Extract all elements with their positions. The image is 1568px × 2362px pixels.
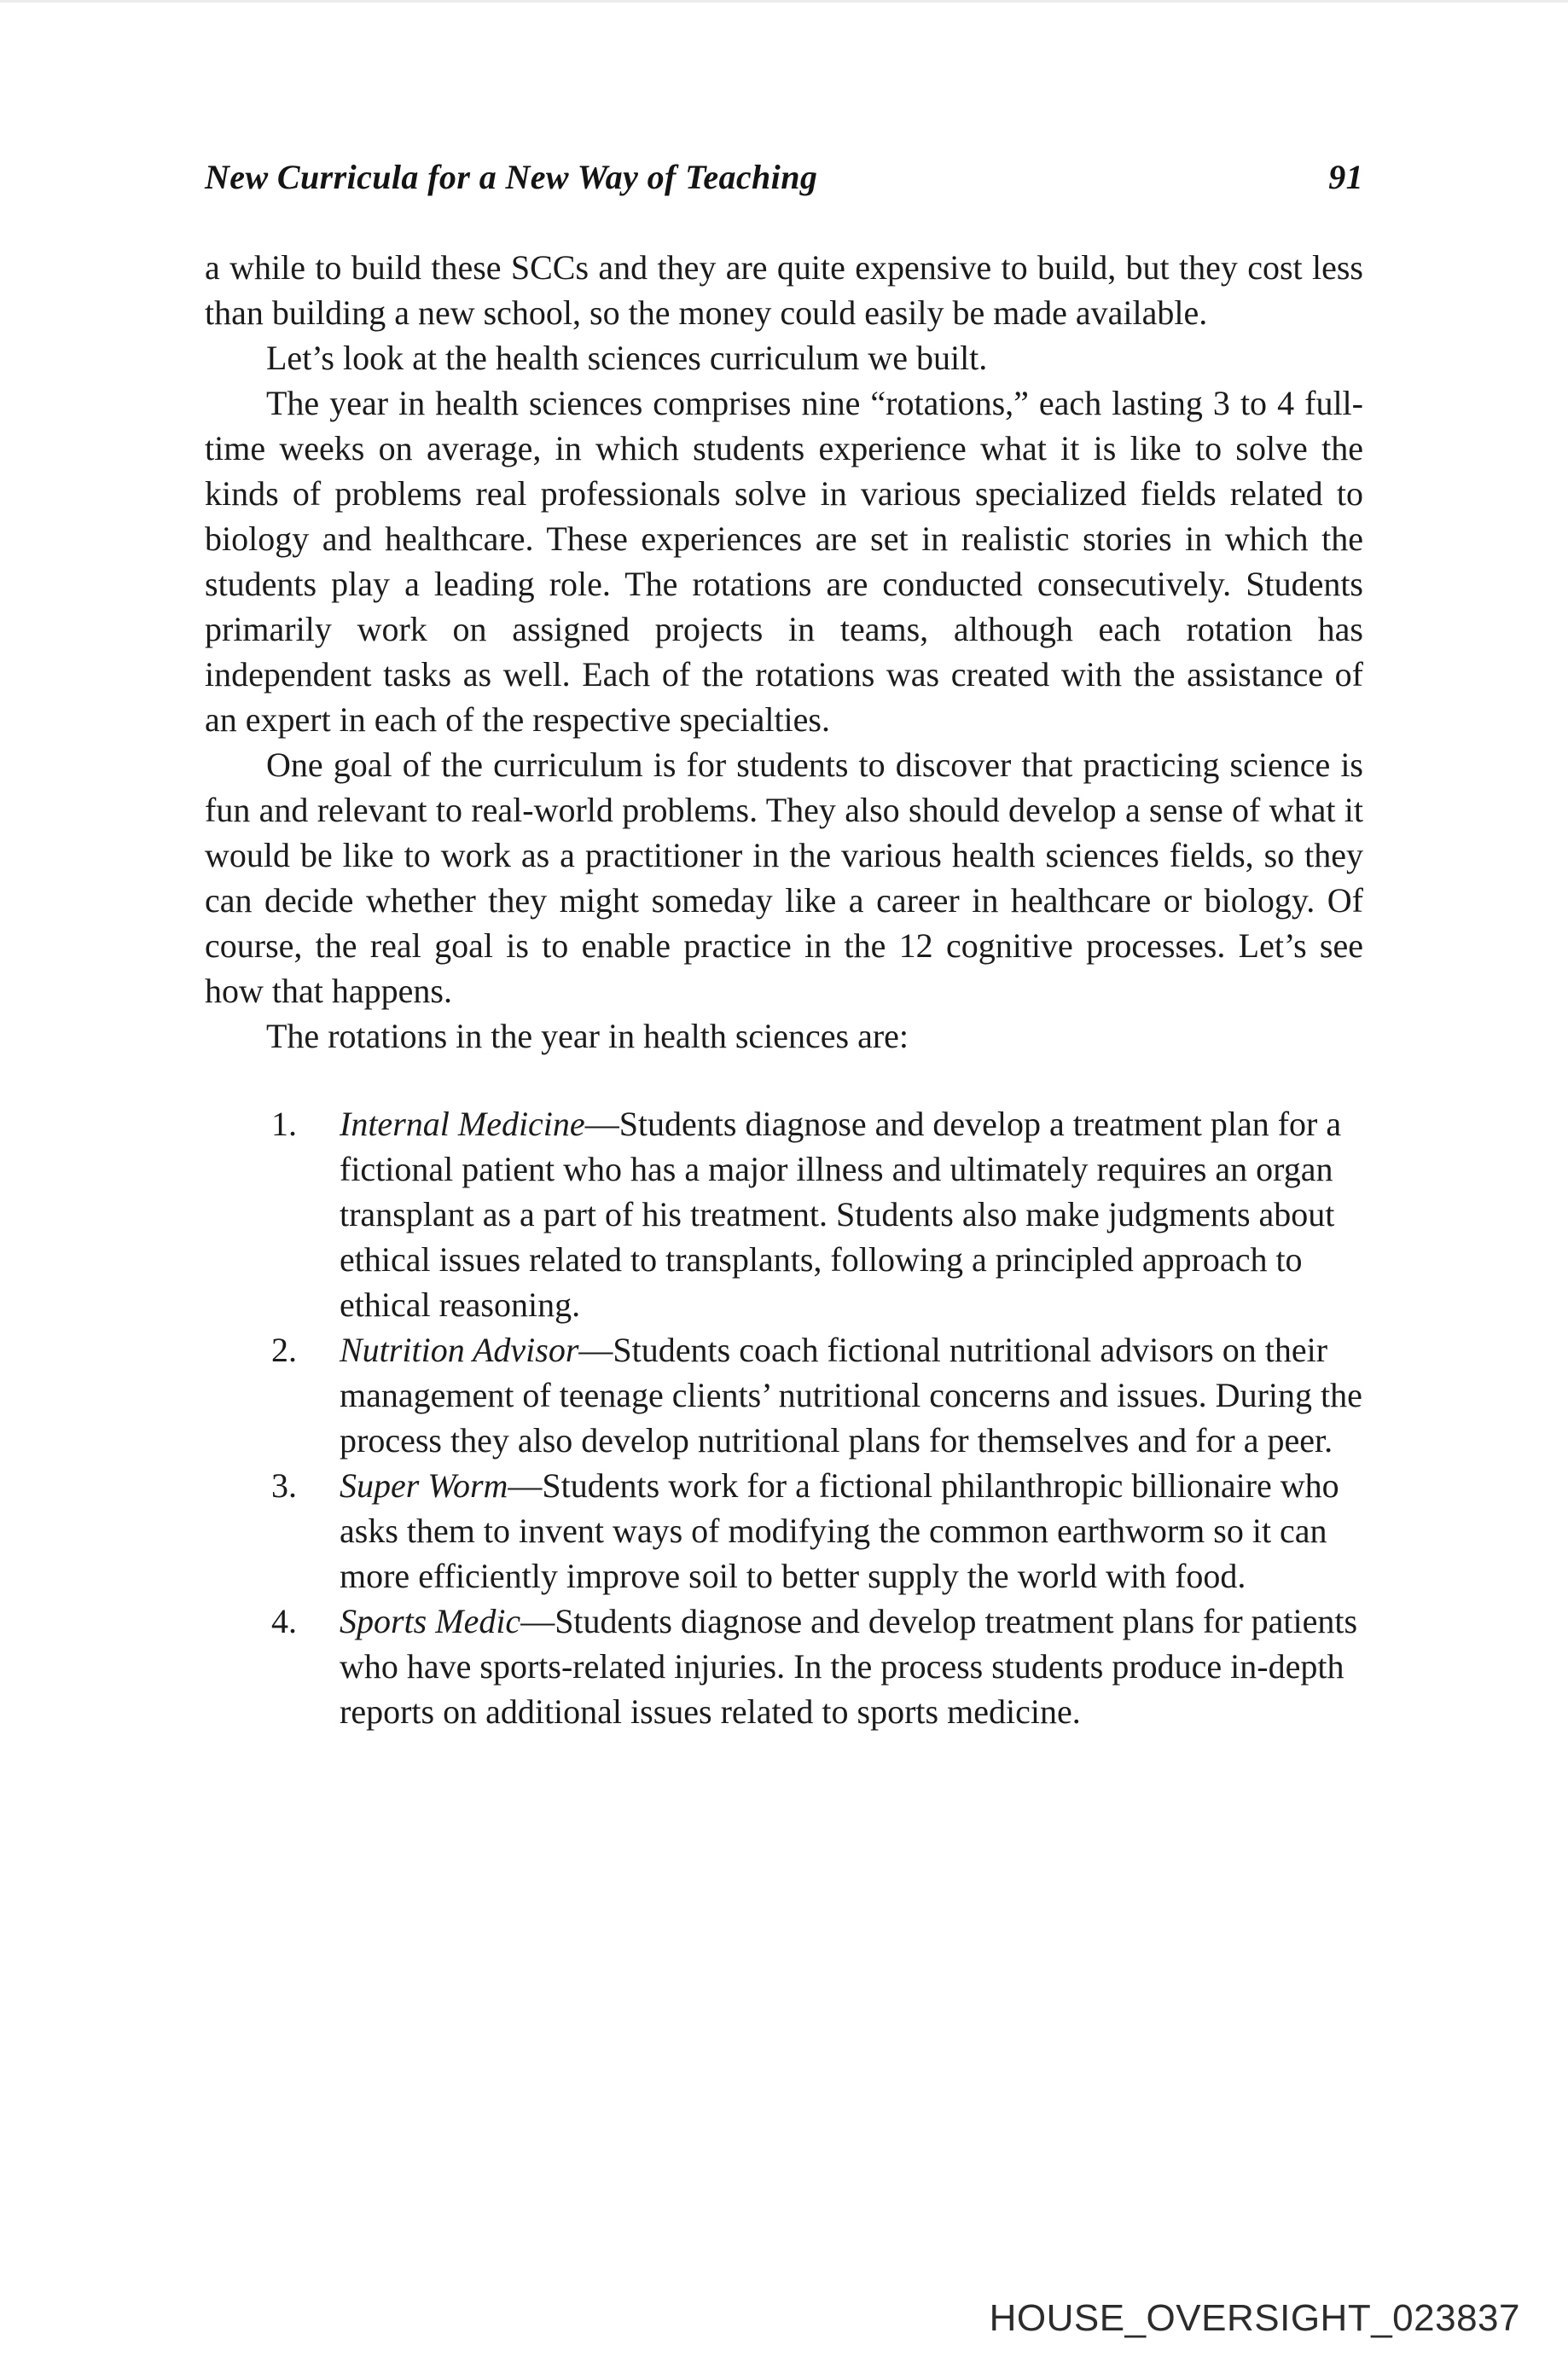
list-item [205, 1327, 1363, 1463]
list-item-description: —Students diagnose and develop a treatment plan for a fictional patient who has a major illness and ultimately requires an organ transplant as a part of his treatment. Students also make judgments about ethical issues related to transplants, following a principled approach to ethical reasoning. [340, 1105, 1342, 1324]
list-item [205, 1599, 1363, 1734]
list-item-text [340, 1327, 1363, 1463]
list-item-description: —Students work for a fictional philanthropic billionaire who asks them to invent ways of modifying the common earthworm so it can more efficiently improve soil to better supply the world with food. [340, 1466, 1339, 1595]
list-item-description: —Students diagnose and develop treatment plans for patients who have sports-related injuries. In the process students produce in-depth reports on additional issues related to sports medicine. [340, 1602, 1358, 1731]
list-item-term: Nutrition Advisor [340, 1331, 579, 1369]
paragraph: One goal of the curriculum is for students to discover that practicing science is fun and relevant to real-world problems. They also should develop a sense of what it would be like to work as a practitioner in the various health sciences fields, so they can decide whether they might someday like a career in healthcare or biology. Of course, the real goal is to enable practice in the 12 cognitive processes. Let’s see how that happens. [205, 746, 1363, 1010]
page-header [205, 157, 1363, 197]
list-item-number: 2. [271, 1331, 297, 1369]
list-item [205, 1101, 1363, 1327]
list-item-number: 1. [271, 1105, 297, 1143]
list-item-term: Super Worm [340, 1466, 508, 1505]
list-item-number: 4. [271, 1602, 297, 1640]
paragraph-continuation: a while to build these SCCs and they are quite expensive to build, but they cost less than building a new school, so the money could easily be made available. [205, 248, 1363, 332]
paragraph: Let’s look at the health sciences curriculum we built. [266, 339, 988, 377]
list-item-term: Sports Medic [340, 1602, 521, 1640]
rotations-list [205, 1101, 1363, 1734]
page-number: 91 [1328, 158, 1363, 196]
list-item-term: Internal Medicine [340, 1105, 585, 1143]
list-item-text [340, 1599, 1363, 1734]
list-item-text [340, 1101, 1363, 1327]
running-title: New Curricula for a New Way of Teaching [205, 158, 818, 196]
list-item-text [340, 1463, 1363, 1599]
body-text [205, 245, 1363, 1734]
list-item-description: —Students coach fictional nutritional advisors on their management of teenage clients’ nutritional concerns and issues. During the process they also develop nutritional plans for themselves and for a peer. [340, 1331, 1362, 1460]
paragraph: The rotations in the year in health sciences are: [266, 1017, 909, 1055]
paragraph: The year in health sciences comprises nine “rotations,” each lasting 3 to 4 full-time weeks on average, in which students experience what it is like to solve the kinds of problems real professionals solve in various specialized fields related to biology and healthcare. These experiences are set in realistic stories in which the students play a leading role. The rotations are conducted consecutively. Students primarily work on assigned projects in teams, although each rotation has independent tasks as well. Each of the rotations was created with the assistance of an expert in each of the respective specialties. [205, 384, 1363, 739]
list-item-number: 3. [271, 1466, 297, 1505]
bates-stamp: HOUSE_OVERSIGHT_023837 [989, 2297, 1520, 2339]
list-item [205, 1463, 1363, 1599]
